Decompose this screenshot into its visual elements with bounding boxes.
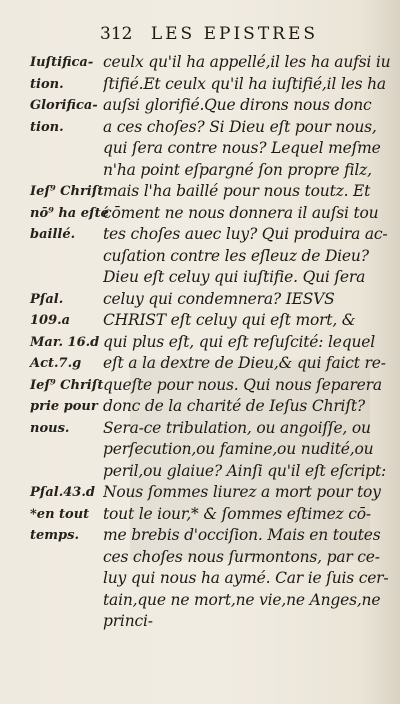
text-line: ces choſes nous ſurmontons, par ce-: [103, 547, 380, 566]
text-line: princi-: [103, 612, 153, 630]
text-line: queſte pour nous. Qui nous ſeparera: [103, 375, 382, 394]
margin-note: Pſal.: [30, 291, 64, 307]
text-line: peril,ou glaiue? Ainſi qu'il eſt eſcript:: [103, 461, 387, 480]
text-line: a ces choſes? Si Dieu eſt pour nous,: [103, 117, 377, 136]
text-line: tain,que ne mort,ne vie,ne Anges,ne: [103, 590, 381, 609]
text-line: me brebis d'occiſion. Mais en toutes: [103, 526, 381, 544]
text-line: n'ha point eſpargné ſon propre filz,: [103, 160, 372, 179]
main-text-block: [103, 52, 390, 633]
margin-note: *en tout: [30, 506, 90, 522]
text-line: auſsi glorifié.Que dirons nous donc: [103, 96, 372, 114]
text-line: cōment ne nous donnera il auſsi tou: [103, 203, 379, 222]
text-line: ceulx qu'il ha appellé,il les ha aufsi iu: [103, 53, 390, 71]
text-line: donc de la charité de Ieſus Chriſt?: [103, 397, 365, 415]
margin-note: nō⁹ ha eſté: [30, 205, 109, 221]
text-line: luy qui nous ha aymé. Car ie ſuis cer-: [103, 569, 389, 587]
running-title: LES EPISTRES: [150, 24, 319, 44]
margin-note: Iuſtifica-: [30, 55, 94, 70]
page-number: 312: [100, 24, 133, 44]
text-line: perſecution,ou famine,ou nudité,ou: [103, 440, 374, 458]
margin-note: nous.: [30, 420, 70, 436]
text-line: eſt a la dextre de Dieu,& qui faict re-: [103, 354, 386, 372]
text-line: Sera-ce tribulation, ou angoiſſe, ou: [103, 418, 371, 437]
text-line: qui plus eſt, qui eſt reſuſcité: lequel: [103, 332, 375, 351]
margin-note: Ieſ⁹ Chriſt: [30, 377, 104, 393]
margin-note: Act.7.g: [30, 356, 82, 371]
running-header: [100, 24, 390, 46]
text-line: Nous ſommes liurez a mort pour toy: [103, 483, 381, 501]
text-line: cuſation contre les eſleuz de Dieu?: [103, 246, 369, 265]
margin-note: tion.: [30, 119, 64, 135]
text-line: tout le iour,* & ſommes eſtimez cō-: [103, 504, 371, 523]
text-line: CHRIST eſt celuy qui eſt mort, &: [103, 311, 356, 329]
margin-note: Glorifica-: [30, 98, 98, 113]
text-line: mais l'ha baillé pour nous toutz. Et: [103, 182, 371, 200]
margin-note: Pſal.43.d: [30, 485, 95, 500]
margin-note: baillé.: [30, 227, 76, 242]
margin-note: tion.: [30, 76, 64, 92]
margin-note: Mar. 16.d: [30, 334, 100, 350]
text-line: qui ſera contre nous? Lequel meſme: [103, 139, 381, 157]
margin-note: 109.a: [30, 313, 71, 328]
margin-note: temps.: [30, 528, 79, 543]
margin-note: prie pour: [30, 399, 98, 414]
margin-note: Ieſ⁹ Chriſt: [30, 184, 104, 199]
text-line: Dieu eſt celuy qui iuſtifie. Qui ſera: [103, 268, 366, 286]
text-line: ſtifié.Et ceulx qu'il ha iuſtifié,il les ha: [103, 74, 386, 93]
text-line: tes choſes auec luy? Qui produira ac-: [103, 225, 388, 243]
text-line: celuy qui condemnera? IESVS: [103, 289, 335, 308]
